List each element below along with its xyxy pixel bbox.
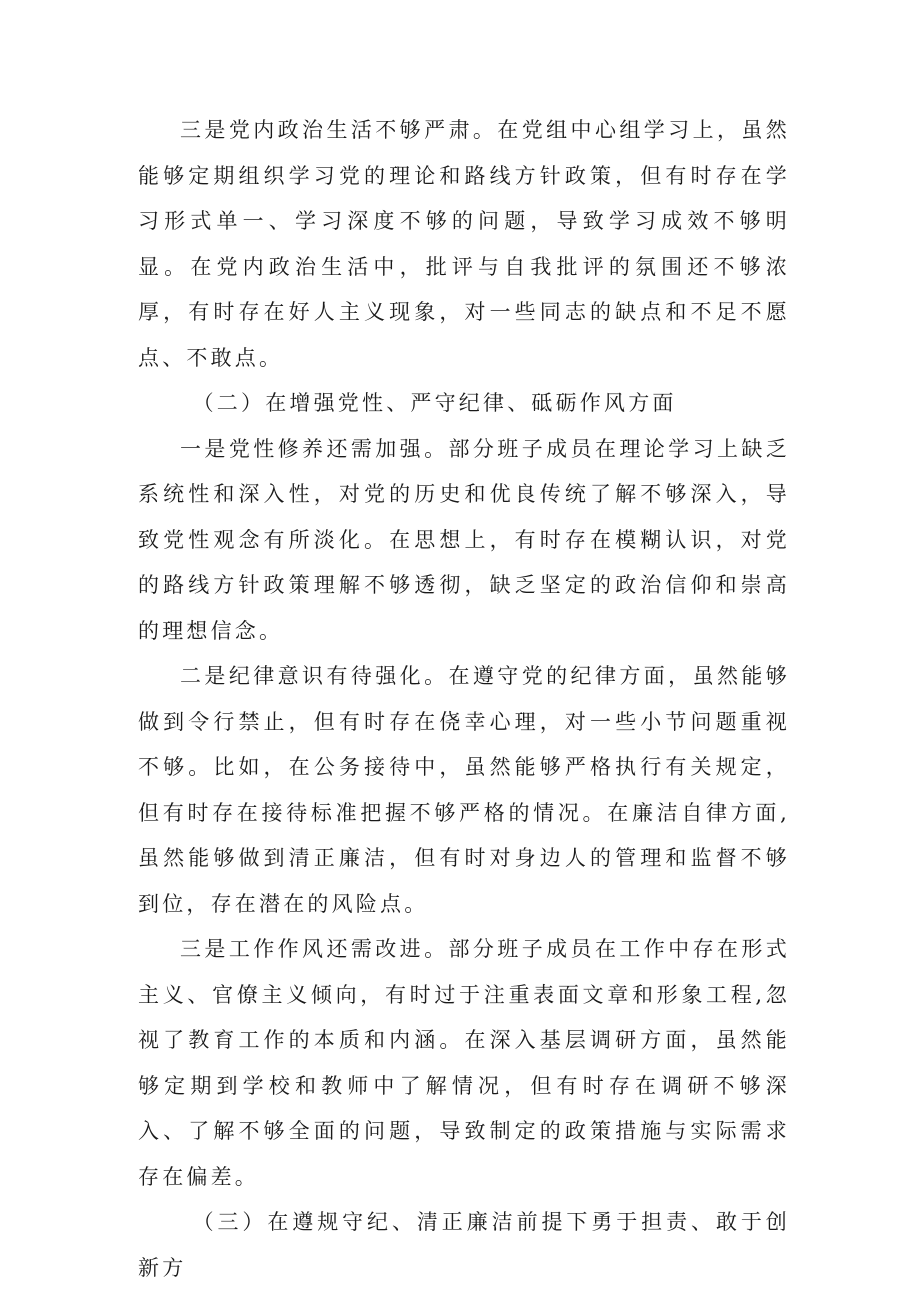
paragraph-party-spirit: 一是党性修养还需加强。部分班子成员在理论学习上缺乏系统性和深入性，对党的历史和优良传统了解不够深入，导致党性观念有所淡化。在思想上，有时存在模糊认识，对党的路线方针政策理解不够透彻，缺乏坚定的政治信仰和崇高的理想信念。	[138, 436, 790, 643]
paragraph-political-life: 三是党内政治生活不够严肃。在党组中心组学习上，虽然能够定期组织学习党的理论和路线方针政策，但有时存在学习形式单一、学习深度不够的问题，导致学习成效不够明显。在党内政治生活中，批评与自我批评的氛围还不够浓厚，有时存在好人主义现象，对一些同志的缺点和不足不愿点、不敢点。	[138, 118, 790, 370]
document-body	[138, 108, 790, 1291]
section-heading-3: （三）在遵规守纪、清正廉洁前提下勇于担责、敢于创新方	[138, 1210, 790, 1280]
paragraph-work-style: 三是工作作风还需改进。部分班子成员在工作中存在形式主义、官僚主义倾向，有时过于注重表面文章和形象工程,忽视了教育工作的本质和内涵。在深入基层调研方面，虽然能够定期到学校和教师中了解情况，但有时存在调研不够深入、了解不够全面的问题，导致制定的政策措施与实际需求存在偏差。	[138, 937, 790, 1189]
paragraph-discipline: 二是纪律意识有待强化。在遵守党的纪律方面，虽然能够做到令行禁止，但有时存在侥幸心理，对一些小节问题重视不够。比如，在公务接待中，虽然能够严格执行有关规定，但有时存在接待标准把握不够严格的情况。在廉洁自律方面,虽然能够做到清正廉洁，但有时对身边人的管理和监督不够到位，存在潜在的风险点。	[138, 664, 790, 916]
section-heading-2: （二）在增强党性、严守纪律、砥砺作风方面	[192, 391, 677, 415]
